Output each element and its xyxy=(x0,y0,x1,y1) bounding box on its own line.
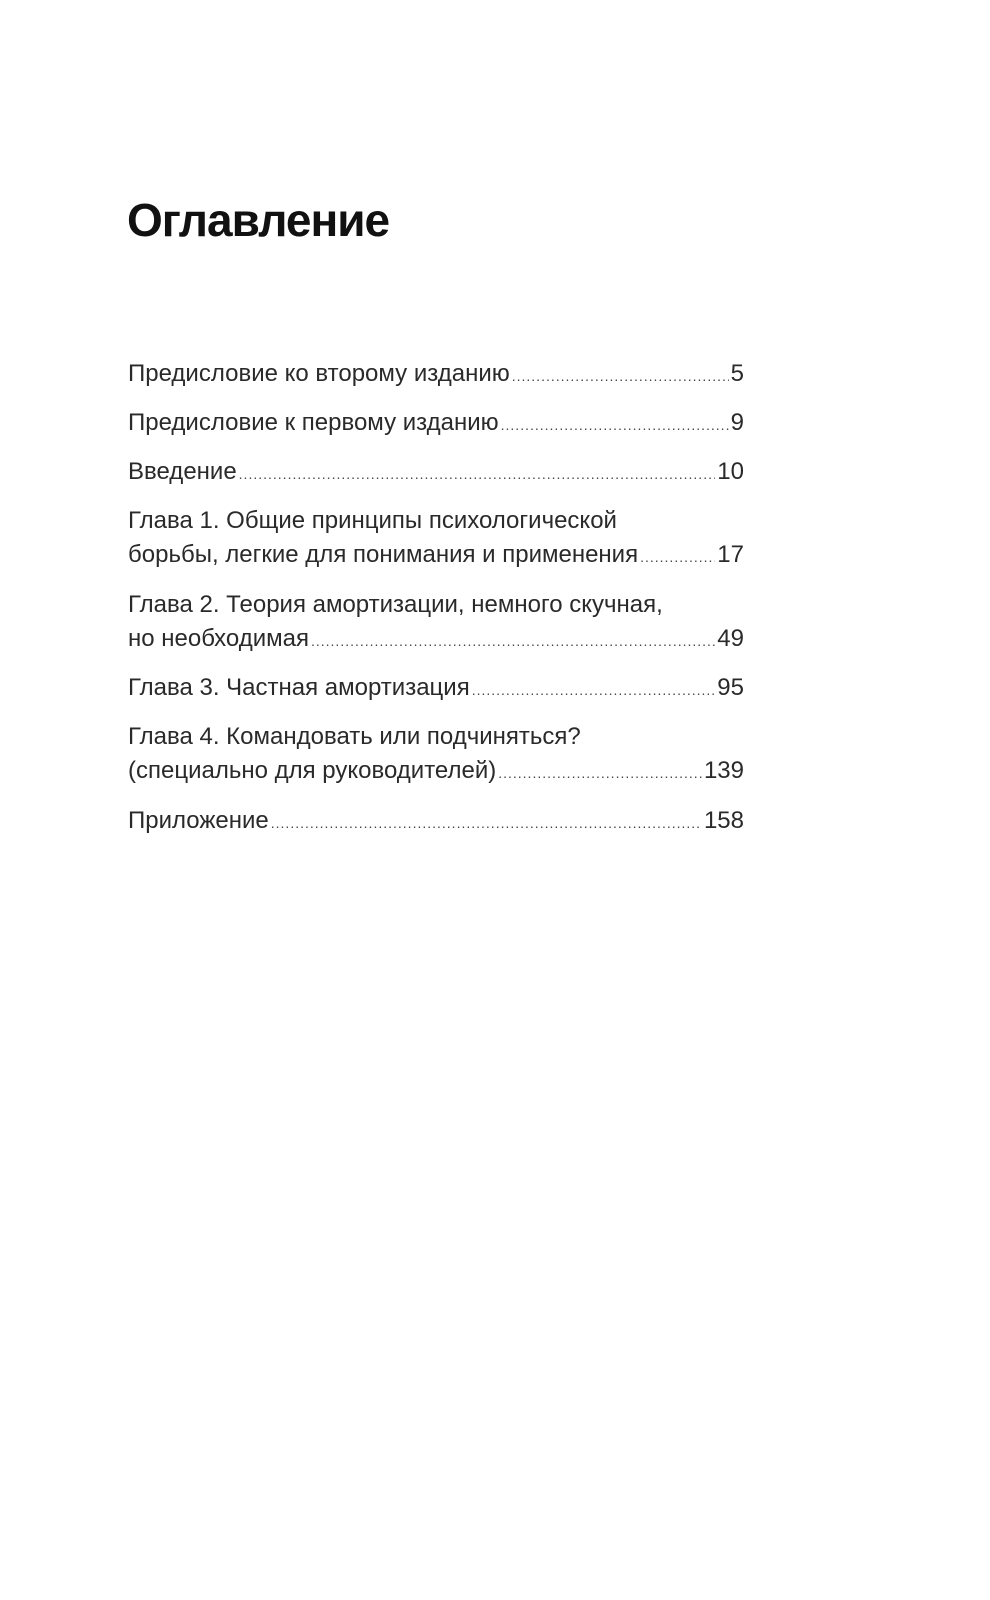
dot-leader xyxy=(239,457,716,491)
dot-leader xyxy=(501,408,729,442)
toc-entry[interactable] xyxy=(128,455,744,491)
toc-entry[interactable] xyxy=(128,588,744,658)
toc-entry-title: Глава 1. Общие принципы психологической xyxy=(128,507,617,534)
dot-leader xyxy=(472,673,716,707)
toc-entry-title: Введение xyxy=(128,458,237,485)
toc-entry-title: Предисловие к первому изданию xyxy=(128,409,499,436)
dot-leader xyxy=(498,756,702,790)
toc-entry-title: Приложение xyxy=(128,807,269,834)
dot-leader xyxy=(512,359,729,393)
dot-leader xyxy=(271,806,702,840)
toc-entry-title-cont: (специально для руководителей) xyxy=(128,757,497,784)
toc-page-number: 5 xyxy=(730,360,744,387)
toc-entry-title-cont: борьбы, легкие для понимания и применения xyxy=(128,541,639,568)
toc-page-number: 158 xyxy=(703,807,744,834)
toc-entry[interactable] xyxy=(128,720,744,790)
page-title: Оглавление xyxy=(127,194,390,246)
toc-entry-title: Предисловие ко второму изданию xyxy=(128,360,510,387)
toc-page-number: 95 xyxy=(717,674,744,701)
toc-page-number: 49 xyxy=(717,625,744,652)
toc-page-number: 139 xyxy=(703,757,744,784)
toc-entry-title: Глава 4. Командовать или подчиняться? xyxy=(128,723,581,750)
toc-page-number: 9 xyxy=(730,409,744,436)
toc-entry[interactable] xyxy=(128,804,744,840)
toc-page-number: 17 xyxy=(717,541,744,568)
dot-leader xyxy=(640,540,715,574)
toc-entry[interactable] xyxy=(128,671,744,707)
toc-entry-title-cont: но необходимая xyxy=(128,625,309,652)
toc-entry-title: Глава 2. Теория амортизации, немного скучная, xyxy=(128,591,663,618)
toc-entry[interactable] xyxy=(128,357,744,393)
toc-entry-title: Глава 3. Частная амортизация xyxy=(128,674,470,701)
toc-entry[interactable] xyxy=(128,504,744,574)
toc-page-number: 10 xyxy=(717,458,744,485)
dot-leader xyxy=(311,624,715,658)
toc-entry[interactable] xyxy=(128,406,744,442)
